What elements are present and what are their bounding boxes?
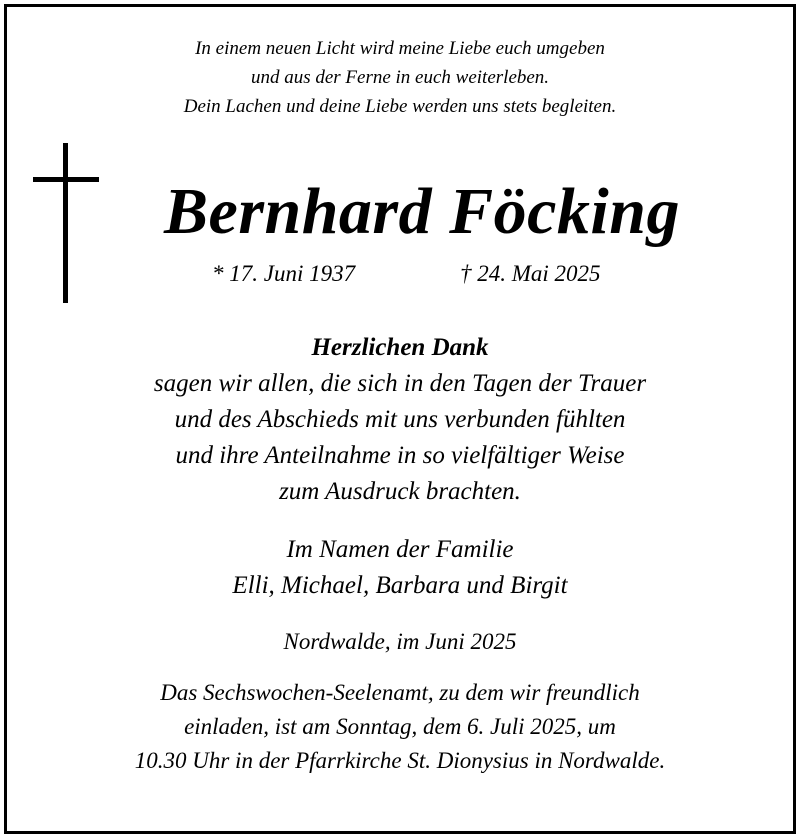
signature-line: Im Namen der Familie	[286, 536, 514, 563]
thanks-line: sagen wir allen, die sich in den Tagen der Trauer	[153, 370, 647, 397]
thanks-line: zum Ausdruck brachten.	[279, 478, 521, 505]
place-date: Nordwalde, im Juni 2025	[283, 629, 517, 654]
deceased-name: Bernhard Föcking	[164, 175, 680, 248]
quote-block	[0, 34, 800, 121]
thanks-title: Herzlichen Dank	[311, 334, 489, 361]
death-date: † 24. Mai 2025	[460, 261, 601, 286]
notice-line: einladen, ist am Sonntag, dem 6. Juli 2025, um	[184, 714, 616, 739]
thanks-line: und ihre Anteilnahme in so vielfältiger Weise	[175, 442, 625, 469]
signature-line: Elli, Michael, Barbara und Birgit	[232, 572, 568, 599]
service-notice	[0, 676, 800, 778]
birth-date: * 17. Juni 1937	[212, 261, 356, 286]
thanks-line: und des Abschieds mit uns verbunden fühlten	[174, 406, 626, 433]
notice-line: Das Sechswochen-Seelenamt, zu dem wir freundlich	[160, 680, 640, 705]
quote-line: und aus der Ferne in euch weiterleben.	[250, 67, 550, 88]
notice-line: 10.30 Uhr in der Pfarrkirche St. Dionysius in Nordwalde.	[134, 748, 666, 773]
thanks-text	[0, 366, 800, 510]
family-signature	[0, 532, 800, 604]
quote-line: Dein Lachen und deine Liebe werden uns stets begleiten.	[183, 96, 617, 117]
quote-line: In einem neuen Licht wird meine Liebe euch umgeben	[195, 38, 605, 59]
